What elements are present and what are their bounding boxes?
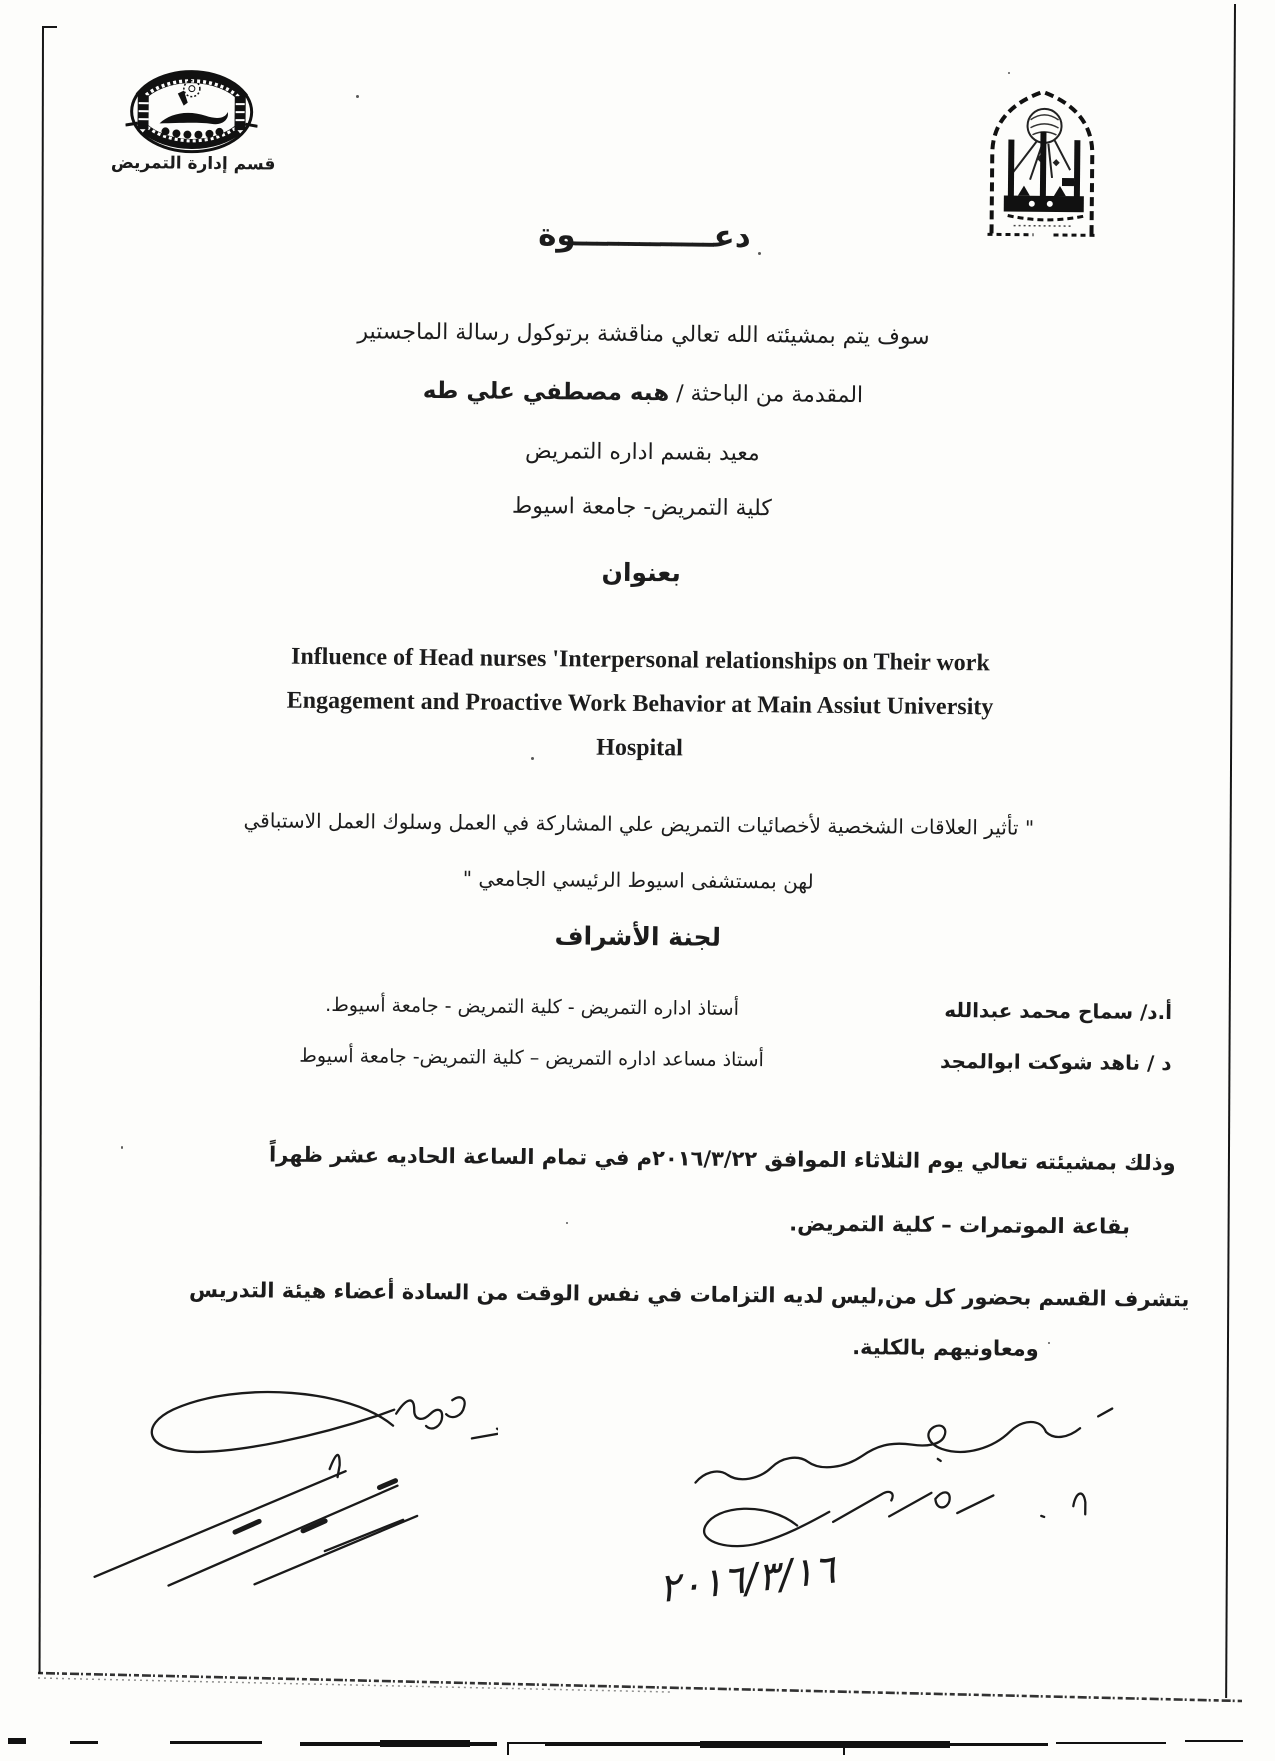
faculty-of-nursing-logo <box>125 65 258 158</box>
signature-right <box>626 1390 1118 1630</box>
scan-speck <box>758 252 761 255</box>
scan-speck <box>1008 72 1010 74</box>
closing-line1: يتشرف القسم بحضور كل من,ليس لديه التزامات في نفس الوقت من السادة أعضاء هيئة التدريس <box>39 1276 1229 1311</box>
signature-date-handwritten: ٢٠١٦/٣/١٦ <box>656 1546 839 1612</box>
thesis-title-arabic-line2: لهن بمستشفى اسيوط الرئيسي الجامعي " <box>43 862 1233 897</box>
presented-by-line <box>48 374 1238 411</box>
scan-speck <box>356 95 359 98</box>
thesis-title-en-line2: Engagement and Proactive Work Behavior at Main Assiut University <box>45 676 1235 731</box>
scan-speck <box>566 1222 568 1224</box>
thesis-title-en-line3: Hospital <box>44 720 1234 775</box>
committee-member-row <box>42 989 1232 1024</box>
signature-left <box>86 1371 498 1595</box>
researcher-faculty: كلية التمريض- جامعة اسيوط <box>47 489 1237 525</box>
event-venue-line: بقاعة الموتمرات – كلية التمريض. <box>40 1204 1230 1239</box>
committee-heading: لجنة الأشراف <box>43 916 1233 956</box>
scan-artifact <box>380 1740 470 1747</box>
signature-left-icon <box>86 1371 498 1595</box>
scan-artifact <box>8 1738 26 1744</box>
document-content <box>35 0 1242 1761</box>
committee-member-title: أستاذ اداره التمريض - كلية التمريض - جامعة أسيوط. <box>42 991 902 1021</box>
scan-artifact <box>1185 1740 1243 1742</box>
committee-member-title: أستاذ مساعد اداره التمريض – كلية التمريض- جامعة أسيوط <box>41 1042 901 1072</box>
scan-artifact <box>170 1741 262 1744</box>
scan-artifact-rect <box>507 1742 845 1755</box>
scan-speck <box>1048 1342 1050 1344</box>
committee-member-name: أ.د/ سماح محمد عبدالله <box>902 998 1232 1025</box>
event-datetime-line: وذلك بمشيئته تعالي يوم الثلاثاء الموافق ٢٠١٦/٣/٢٢م في تمام الساعة الحاديه عشر ظهراً <box>41 1140 1231 1175</box>
researcher-position: معيد بقسم اداره التمريض <box>47 434 1237 470</box>
thesis-title-english <box>44 632 1235 775</box>
committee-member-row <box>41 1040 1231 1075</box>
signature-right-icon <box>626 1390 1118 1630</box>
researcher-name: هبه مصطفي علي طه <box>423 378 670 406</box>
presented-by-prefix: المقدمة من الباحثة / <box>669 381 863 408</box>
scan-speck <box>121 1146 123 1149</box>
closing-line2: ومعاونيهم بالكلية. <box>39 1327 1229 1362</box>
invitation-title: دعـــــــــــــوة <box>49 212 1239 259</box>
thesis-title-arabic-line1: " تأثير العلاقات الشخصية لأخصائيات التمريض علي المشاركة في العمل وسلوك العمل الاستباقي <box>44 806 1234 841</box>
scan-speck <box>531 757 534 760</box>
scan-artifact <box>1056 1742 1166 1744</box>
intro-line: سوف يتم بمشيئته الله تعالي مناقشة برتوكول رسالة الماجستير <box>48 316 1238 352</box>
committee-member-name: د / ناهد شوكت ابوالمجد <box>901 1049 1231 1076</box>
scan-bottom-edge <box>30 1645 1255 1715</box>
faculty-of-nursing-emblem-icon <box>125 65 258 158</box>
thesis-title-en-line1: Influence of Head nurses 'Interpersonal relationships on Their work <box>45 632 1235 687</box>
department-label: قسم إدارة التمريض <box>93 153 293 175</box>
scan-artifact <box>70 1741 98 1744</box>
entitled-heading: بعنوان <box>46 552 1236 592</box>
